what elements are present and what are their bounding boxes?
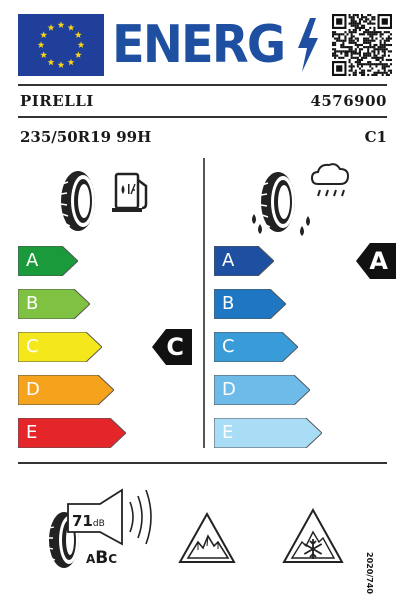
fuel-bar-c	[18, 332, 102, 362]
noise-unit: dB	[92, 519, 105, 529]
eu-star	[40, 51, 47, 58]
tyre-fuel-pump-icon	[56, 168, 156, 234]
wet-grip-rating-marker	[356, 243, 396, 279]
noise-class-a: A	[86, 552, 96, 566]
qr-code[interactable]	[332, 14, 392, 76]
eu-star	[78, 41, 85, 48]
divider	[18, 116, 387, 118]
regulation-number: 2020/740	[365, 552, 374, 594]
fuel-bar-label: A	[26, 250, 39, 271]
tyre-class: C1	[364, 128, 387, 146]
wet-bar-c	[214, 332, 298, 362]
fuel-bar-b	[18, 289, 90, 319]
fuel-bar-label: D	[26, 379, 40, 400]
tyre-model-code: 4576900	[310, 92, 387, 110]
wet-bar-e	[214, 418, 322, 448]
eu-flag-icon	[18, 14, 104, 76]
eu-star	[75, 31, 82, 38]
noise-class-b: B	[95, 548, 109, 568]
fuel-bar-a	[18, 246, 78, 276]
eu-star	[40, 31, 47, 38]
tyre-rain-cloud-icon	[246, 160, 356, 236]
noise-readout	[72, 511, 105, 530]
eu-star	[48, 59, 55, 66]
wet-bar-label: B	[222, 293, 235, 314]
noise-value: 71	[72, 512, 93, 530]
energy-wordmark: ENERG	[112, 15, 285, 75]
fuel-rating-letter: C	[166, 333, 184, 361]
fuel-bar-label: E	[26, 422, 38, 443]
wet-bar-d	[214, 375, 310, 405]
eu-star	[58, 61, 65, 68]
eu-star	[58, 21, 65, 28]
fuel-rating-marker	[152, 329, 192, 365]
eu-star	[38, 41, 45, 48]
fuel-bar-label: B	[26, 293, 39, 314]
noise-class-scale	[86, 548, 117, 568]
wet-bar-label: A	[222, 250, 235, 271]
fuel-bar-e	[18, 418, 126, 448]
divider	[18, 462, 387, 464]
mountain-snowflake-icon	[282, 508, 344, 564]
eu-star	[75, 51, 82, 58]
wet-bar-a	[214, 246, 274, 276]
noise-class-c: C	[108, 552, 118, 566]
tyre-brand: PIRELLI	[20, 92, 94, 110]
three-peak-mountain-icon	[178, 512, 236, 564]
eu-star	[68, 59, 75, 66]
fuel-bar-d	[18, 375, 114, 405]
fuel-bar-label: C	[26, 336, 39, 357]
wet-bar-label: D	[222, 379, 236, 400]
eu-star	[68, 24, 75, 31]
eu-star	[48, 24, 55, 31]
wet-bar-label: C	[222, 336, 235, 357]
wet-grip-rating-letter: A	[369, 247, 388, 275]
wet-bar-label: E	[222, 422, 234, 443]
energy-bolt-icon	[296, 18, 320, 72]
divider	[18, 84, 387, 86]
wet-bar-b	[214, 289, 286, 319]
tyre-size: 235/50R19 99H	[20, 128, 152, 146]
center-divider	[203, 158, 205, 448]
